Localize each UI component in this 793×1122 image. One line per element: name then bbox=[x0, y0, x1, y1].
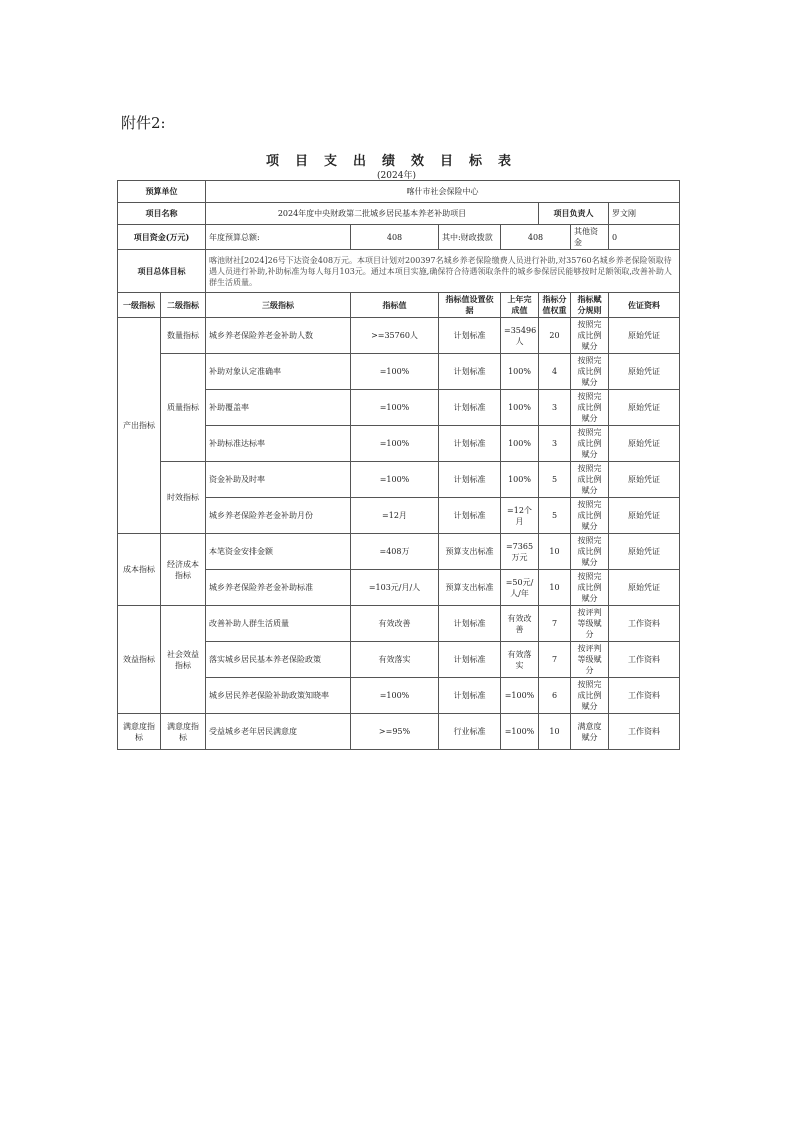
indicator-evidence: 原始凭证 bbox=[609, 570, 680, 606]
indicator-name: 改善补助人群生活质量 bbox=[206, 606, 351, 642]
indicator-weight: 3 bbox=[539, 426, 571, 462]
indicator-last-year: =35496人 bbox=[501, 318, 539, 354]
indicator-rule: 满意度赋分 bbox=[571, 714, 609, 750]
indicator-evidence: 原始凭证 bbox=[609, 390, 680, 426]
indicator-last-year: 100% bbox=[501, 462, 539, 498]
indicator-weight: 20 bbox=[539, 318, 571, 354]
header-weight: 指标分值权重 bbox=[539, 293, 571, 318]
indicator-rule: 按评判等级赋分 bbox=[571, 642, 609, 678]
indicator-name: 补助标准达标率 bbox=[206, 426, 351, 462]
indicator-basis: 计划标准 bbox=[439, 678, 501, 714]
indicator-weight: 3 bbox=[539, 390, 571, 426]
indicator-rule: 按照完成比例赋分 bbox=[571, 678, 609, 714]
project-name-value: 2024年度中央财政第二批城乡居民基本养老补助项目 bbox=[206, 203, 539, 225]
indicator-rule: 按评判等级赋分 bbox=[571, 606, 609, 642]
indicator-name: 城乡居民养老保险补助政策知晓率 bbox=[206, 678, 351, 714]
owner-label: 项目负责人 bbox=[539, 203, 609, 225]
indicator-evidence: 原始凭证 bbox=[609, 426, 680, 462]
indicator-last-year: =100% bbox=[501, 678, 539, 714]
indicator-rule: 按照完成比例赋分 bbox=[571, 318, 609, 354]
indicator-weight: 4 bbox=[539, 354, 571, 390]
indicator-last-year: =50元/人/年 bbox=[501, 570, 539, 606]
other-funds-value: 0 bbox=[609, 225, 680, 250]
indicator-value: =100% bbox=[351, 462, 439, 498]
indicator-basis: 计划标准 bbox=[439, 354, 501, 390]
level1-benefit: 效益指标 bbox=[118, 606, 161, 714]
indicator-weight: 5 bbox=[539, 462, 571, 498]
level2-timeliness: 时效指标 bbox=[161, 462, 206, 534]
indicator-value: 有效落实 bbox=[351, 642, 439, 678]
indicator-weight: 10 bbox=[539, 714, 571, 750]
indicator-value: 有效改善 bbox=[351, 606, 439, 642]
indicator-evidence: 原始凭证 bbox=[609, 498, 680, 534]
indicator-last-year: =12个月 bbox=[501, 498, 539, 534]
indicator-last-year: 100% bbox=[501, 390, 539, 426]
header-last-year: 上年完成值 bbox=[501, 293, 539, 318]
level2-quality: 质量指标 bbox=[161, 354, 206, 462]
indicator-value: =408万 bbox=[351, 534, 439, 570]
indicator-basis: 预算支出标准 bbox=[439, 570, 501, 606]
indicator-basis: 计划标准 bbox=[439, 498, 501, 534]
indicator-value: >=95% bbox=[351, 714, 439, 750]
indicator-weight: 5 bbox=[539, 498, 571, 534]
indicator-name: 本笔资金安排金额 bbox=[206, 534, 351, 570]
indicator-rule: 按照完成比例赋分 bbox=[571, 426, 609, 462]
indicator-value: =100% bbox=[351, 426, 439, 462]
level1-cost: 成本指标 bbox=[118, 534, 161, 606]
indicator-last-year: 100% bbox=[501, 426, 539, 462]
header-level2: 二级指标 bbox=[161, 293, 206, 318]
indicator-basis: 预算支出标准 bbox=[439, 534, 501, 570]
level1-output: 产出指标 bbox=[118, 318, 161, 534]
indicator-name: 补助覆盖率 bbox=[206, 390, 351, 426]
indicator-last-year: =7365万元 bbox=[501, 534, 539, 570]
annual-budget-label: 年度预算总额: bbox=[206, 225, 351, 250]
indicator-weight: 6 bbox=[539, 678, 571, 714]
indicator-rule: 按照完成比例赋分 bbox=[571, 462, 609, 498]
project-name-label: 项目名称 bbox=[118, 203, 206, 225]
indicator-evidence: 工作资料 bbox=[609, 678, 680, 714]
indicator-name: 补助对象认定准确率 bbox=[206, 354, 351, 390]
header-level3: 三级指标 bbox=[206, 293, 351, 318]
indicator-evidence: 工作资料 bbox=[609, 606, 680, 642]
indicator-weight: 7 bbox=[539, 642, 571, 678]
header-value: 指标值 bbox=[351, 293, 439, 318]
indicator-rule: 按照完成比例赋分 bbox=[571, 354, 609, 390]
performance-table bbox=[117, 180, 680, 750]
indicator-value: =100% bbox=[351, 678, 439, 714]
other-funds-label: 其他资金 bbox=[571, 225, 609, 250]
indicator-basis: 计划标准 bbox=[439, 426, 501, 462]
indicator-evidence: 工作资料 bbox=[609, 714, 680, 750]
indicator-value: =100% bbox=[351, 390, 439, 426]
indicator-last-year: 有效落实 bbox=[501, 642, 539, 678]
funds-label: 项目资金(万元) bbox=[118, 225, 206, 250]
indicator-basis: 计划标准 bbox=[439, 318, 501, 354]
indicator-last-year: 100% bbox=[501, 354, 539, 390]
indicator-weight: 10 bbox=[539, 570, 571, 606]
indicator-evidence: 原始凭证 bbox=[609, 354, 680, 390]
indicator-value: =12月 bbox=[351, 498, 439, 534]
overall-goal-label: 项目总体目标 bbox=[118, 250, 206, 293]
annual-budget-value: 408 bbox=[351, 225, 439, 250]
indicator-last-year: =100% bbox=[501, 714, 539, 750]
indicator-value: >=35760人 bbox=[351, 318, 439, 354]
indicator-rule: 按照完成比例赋分 bbox=[571, 498, 609, 534]
budget-unit-label: 预算单位 bbox=[118, 181, 206, 203]
indicator-name: 资金补助及时率 bbox=[206, 462, 351, 498]
indicator-name: 落实城乡居民基本养老保险政策 bbox=[206, 642, 351, 678]
indicator-name: 城乡养老保险养老金补助人数 bbox=[206, 318, 351, 354]
header-evidence: 佐证资料 bbox=[609, 293, 680, 318]
indicator-name: 城乡养老保险养老金补助月份 bbox=[206, 498, 351, 534]
indicator-rule: 按照完成比例赋分 bbox=[571, 534, 609, 570]
indicator-rule: 按照完成比例赋分 bbox=[571, 570, 609, 606]
indicator-evidence: 原始凭证 bbox=[609, 534, 680, 570]
indicator-value: =100% bbox=[351, 354, 439, 390]
indicator-evidence: 原始凭证 bbox=[609, 318, 680, 354]
attachment-label: 附件2: bbox=[121, 114, 166, 132]
level1-satisfaction: 满意度指标 bbox=[118, 714, 161, 750]
indicator-basis: 计划标准 bbox=[439, 642, 501, 678]
year-label: (2024年) bbox=[377, 171, 416, 181]
level2-social-benefit: 社会效益指标 bbox=[161, 606, 206, 714]
indicator-basis: 计划标准 bbox=[439, 390, 501, 426]
fiscal-value: 408 bbox=[501, 225, 571, 250]
level2-satisfaction: 满意度指标 bbox=[161, 714, 206, 750]
indicator-weight: 7 bbox=[539, 606, 571, 642]
header-basis: 指标值设置依据 bbox=[439, 293, 501, 318]
indicator-evidence: 原始凭证 bbox=[609, 462, 680, 498]
level2-economic-cost: 经济成本指标 bbox=[161, 534, 206, 606]
indicator-basis: 行业标准 bbox=[439, 714, 501, 750]
header-rule: 指标赋分规则 bbox=[571, 293, 609, 318]
indicator-name: 受益城乡老年居民满意度 bbox=[206, 714, 351, 750]
indicator-basis: 计划标准 bbox=[439, 462, 501, 498]
header-level1: 一级指标 bbox=[118, 293, 161, 318]
fiscal-label: 其中:财政拨款 bbox=[439, 225, 501, 250]
owner-value: 罗文刚 bbox=[609, 203, 680, 225]
indicator-name: 城乡养老保险养老金补助标准 bbox=[206, 570, 351, 606]
indicator-last-year: 有效改善 bbox=[501, 606, 539, 642]
indicator-weight: 10 bbox=[539, 534, 571, 570]
overall-goal-text: 喀池财社[2024]26号下达资金408万元。本项目计划对200397名城乡养老保险缴费人员进行补助,对35760名城乡养老保险领取待遇人员进行补助,补助标准为每人每月103元。通过本项目实施,确保符合待遇领取条件的城乡参保居民能够按时足额领取,改善补助人群生活质量。 bbox=[206, 250, 680, 293]
indicator-value: =103元/月/人 bbox=[351, 570, 439, 606]
budget-unit-value: 喀什市社会保险中心 bbox=[206, 181, 680, 203]
level2-quantity: 数量指标 bbox=[161, 318, 206, 354]
indicator-basis: 计划标准 bbox=[439, 606, 501, 642]
indicator-evidence: 工作资料 bbox=[609, 642, 680, 678]
indicator-rule: 按照完成比例赋分 bbox=[571, 390, 609, 426]
page-title: 项目支出绩效目标表 bbox=[265, 154, 527, 169]
